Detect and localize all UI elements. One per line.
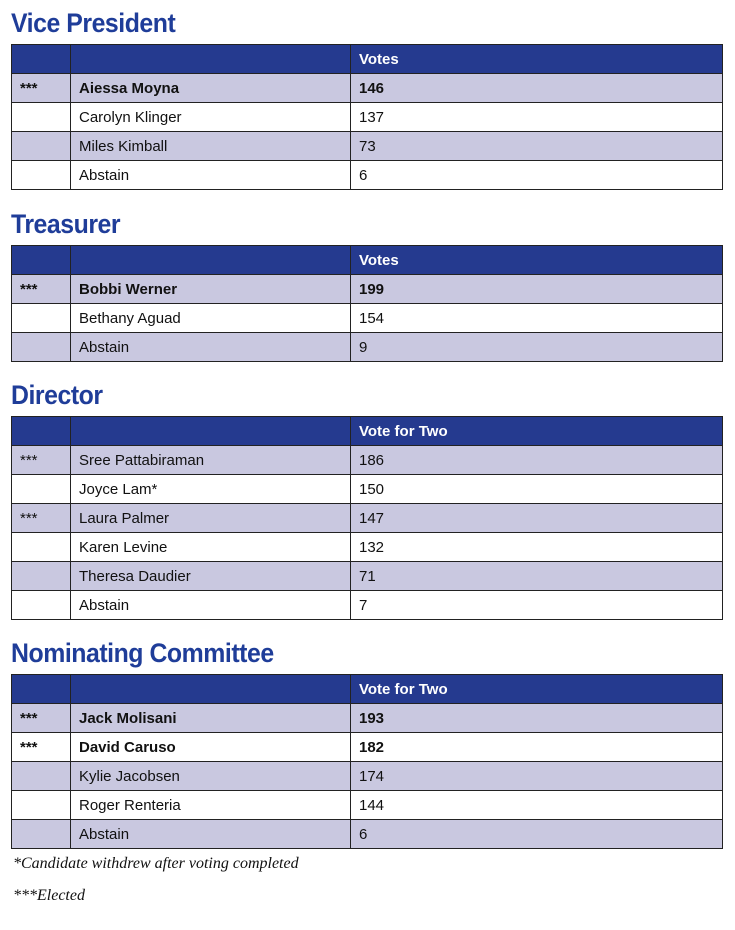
vote-count: 186 bbox=[351, 446, 723, 475]
vote-count: 182 bbox=[351, 733, 723, 762]
footnote-elected: ***Elected bbox=[13, 887, 85, 904]
table-row bbox=[12, 791, 723, 820]
candidate-name: Abstain bbox=[71, 820, 351, 849]
candidate-name: Bobbi Werner bbox=[71, 275, 351, 304]
header-name-cell bbox=[71, 417, 351, 446]
table-row bbox=[12, 820, 723, 849]
vote-count: 193 bbox=[351, 704, 723, 733]
candidate-name: Kylie Jacobsen bbox=[71, 762, 351, 791]
table-row bbox=[12, 762, 723, 791]
vote-count: 6 bbox=[351, 820, 723, 849]
table-row bbox=[12, 74, 723, 103]
table-row bbox=[12, 103, 723, 132]
section-title: Nominating Committee bbox=[11, 638, 274, 668]
elected-mark bbox=[12, 791, 71, 820]
elected-mark bbox=[12, 132, 71, 161]
header-votes-cell: Vote for Two bbox=[351, 417, 723, 446]
vote-count: 147 bbox=[351, 504, 723, 533]
elected-mark: *** bbox=[12, 446, 71, 475]
header-votes-cell: Votes bbox=[351, 45, 723, 74]
director-section bbox=[11, 380, 723, 620]
elected-mark bbox=[12, 591, 71, 620]
table-row bbox=[12, 504, 723, 533]
treasurer-section bbox=[11, 209, 723, 362]
vote-count: 6 bbox=[351, 161, 723, 190]
vote-count: 144 bbox=[351, 791, 723, 820]
table-row bbox=[12, 475, 723, 504]
vote-count: 9 bbox=[351, 333, 723, 362]
header-votes-cell: Vote for Two bbox=[351, 675, 723, 704]
header-mark-cell bbox=[12, 417, 71, 446]
candidate-name: Laura Palmer bbox=[71, 504, 351, 533]
header-name-cell bbox=[71, 45, 351, 74]
header-mark-cell bbox=[12, 246, 71, 275]
candidate-name: Abstain bbox=[71, 161, 351, 190]
table-row bbox=[12, 333, 723, 362]
candidate-name: David Caruso bbox=[71, 733, 351, 762]
candidate-name: Joyce Lam* bbox=[71, 475, 351, 504]
table-row bbox=[12, 533, 723, 562]
results-table bbox=[11, 416, 723, 620]
table-header-row bbox=[12, 417, 723, 446]
vote-count: 73 bbox=[351, 132, 723, 161]
footnote-withdrew: *Candidate withdrew after voting completed bbox=[13, 855, 299, 872]
candidate-name: Bethany Aguad bbox=[71, 304, 351, 333]
candidate-name: Jack Molisani bbox=[71, 704, 351, 733]
elected-mark bbox=[12, 562, 71, 591]
table-row bbox=[12, 733, 723, 762]
vote-count: 7 bbox=[351, 591, 723, 620]
candidate-name: Abstain bbox=[71, 591, 351, 620]
vote-count: 150 bbox=[351, 475, 723, 504]
candidate-name: Roger Renteria bbox=[71, 791, 351, 820]
vote-count: 137 bbox=[351, 103, 723, 132]
section-title: Treasurer bbox=[11, 209, 121, 239]
candidate-name: Theresa Daudier bbox=[71, 562, 351, 591]
elected-mark bbox=[12, 103, 71, 132]
table-row bbox=[12, 304, 723, 333]
vote-count: 154 bbox=[351, 304, 723, 333]
elected-mark bbox=[12, 533, 71, 562]
table-row bbox=[12, 132, 723, 161]
section-title: Director bbox=[11, 380, 103, 410]
elected-mark: *** bbox=[12, 504, 71, 533]
table-header-row bbox=[12, 45, 723, 74]
nominating-committee-section bbox=[11, 638, 723, 849]
section-title: Vice President bbox=[11, 8, 176, 38]
header-votes-cell: Votes bbox=[351, 246, 723, 275]
candidate-name: Miles Kimball bbox=[71, 132, 351, 161]
table-row bbox=[12, 562, 723, 591]
header-name-cell bbox=[71, 246, 351, 275]
header-mark-cell bbox=[12, 675, 71, 704]
header-name-cell bbox=[71, 675, 351, 704]
table-row bbox=[12, 161, 723, 190]
elected-mark bbox=[12, 762, 71, 791]
candidate-name: Sree Pattabiraman bbox=[71, 446, 351, 475]
vote-count: 174 bbox=[351, 762, 723, 791]
elected-mark bbox=[12, 304, 71, 333]
results-table bbox=[11, 674, 723, 849]
elected-mark bbox=[12, 333, 71, 362]
elected-mark bbox=[12, 820, 71, 849]
candidate-name: Carolyn Klinger bbox=[71, 103, 351, 132]
vote-count: 146 bbox=[351, 74, 723, 103]
candidate-name: Aiessa Moyna bbox=[71, 74, 351, 103]
table-row bbox=[12, 591, 723, 620]
elected-mark: *** bbox=[12, 74, 71, 103]
table-header-row bbox=[12, 675, 723, 704]
elected-mark bbox=[12, 161, 71, 190]
candidate-name: Karen Levine bbox=[71, 533, 351, 562]
elected-mark: *** bbox=[12, 704, 71, 733]
results-table bbox=[11, 44, 723, 190]
table-row bbox=[12, 275, 723, 304]
vote-count: 199 bbox=[351, 275, 723, 304]
table-header-row bbox=[12, 246, 723, 275]
elected-mark: *** bbox=[12, 733, 71, 762]
results-table bbox=[11, 245, 723, 362]
table-row bbox=[12, 446, 723, 475]
vice-president-section bbox=[11, 8, 723, 190]
header-mark-cell bbox=[12, 45, 71, 74]
elected-mark: *** bbox=[12, 275, 71, 304]
vote-count: 71 bbox=[351, 562, 723, 591]
candidate-name: Abstain bbox=[71, 333, 351, 362]
elected-mark bbox=[12, 475, 71, 504]
table-row bbox=[12, 704, 723, 733]
vote-count: 132 bbox=[351, 533, 723, 562]
